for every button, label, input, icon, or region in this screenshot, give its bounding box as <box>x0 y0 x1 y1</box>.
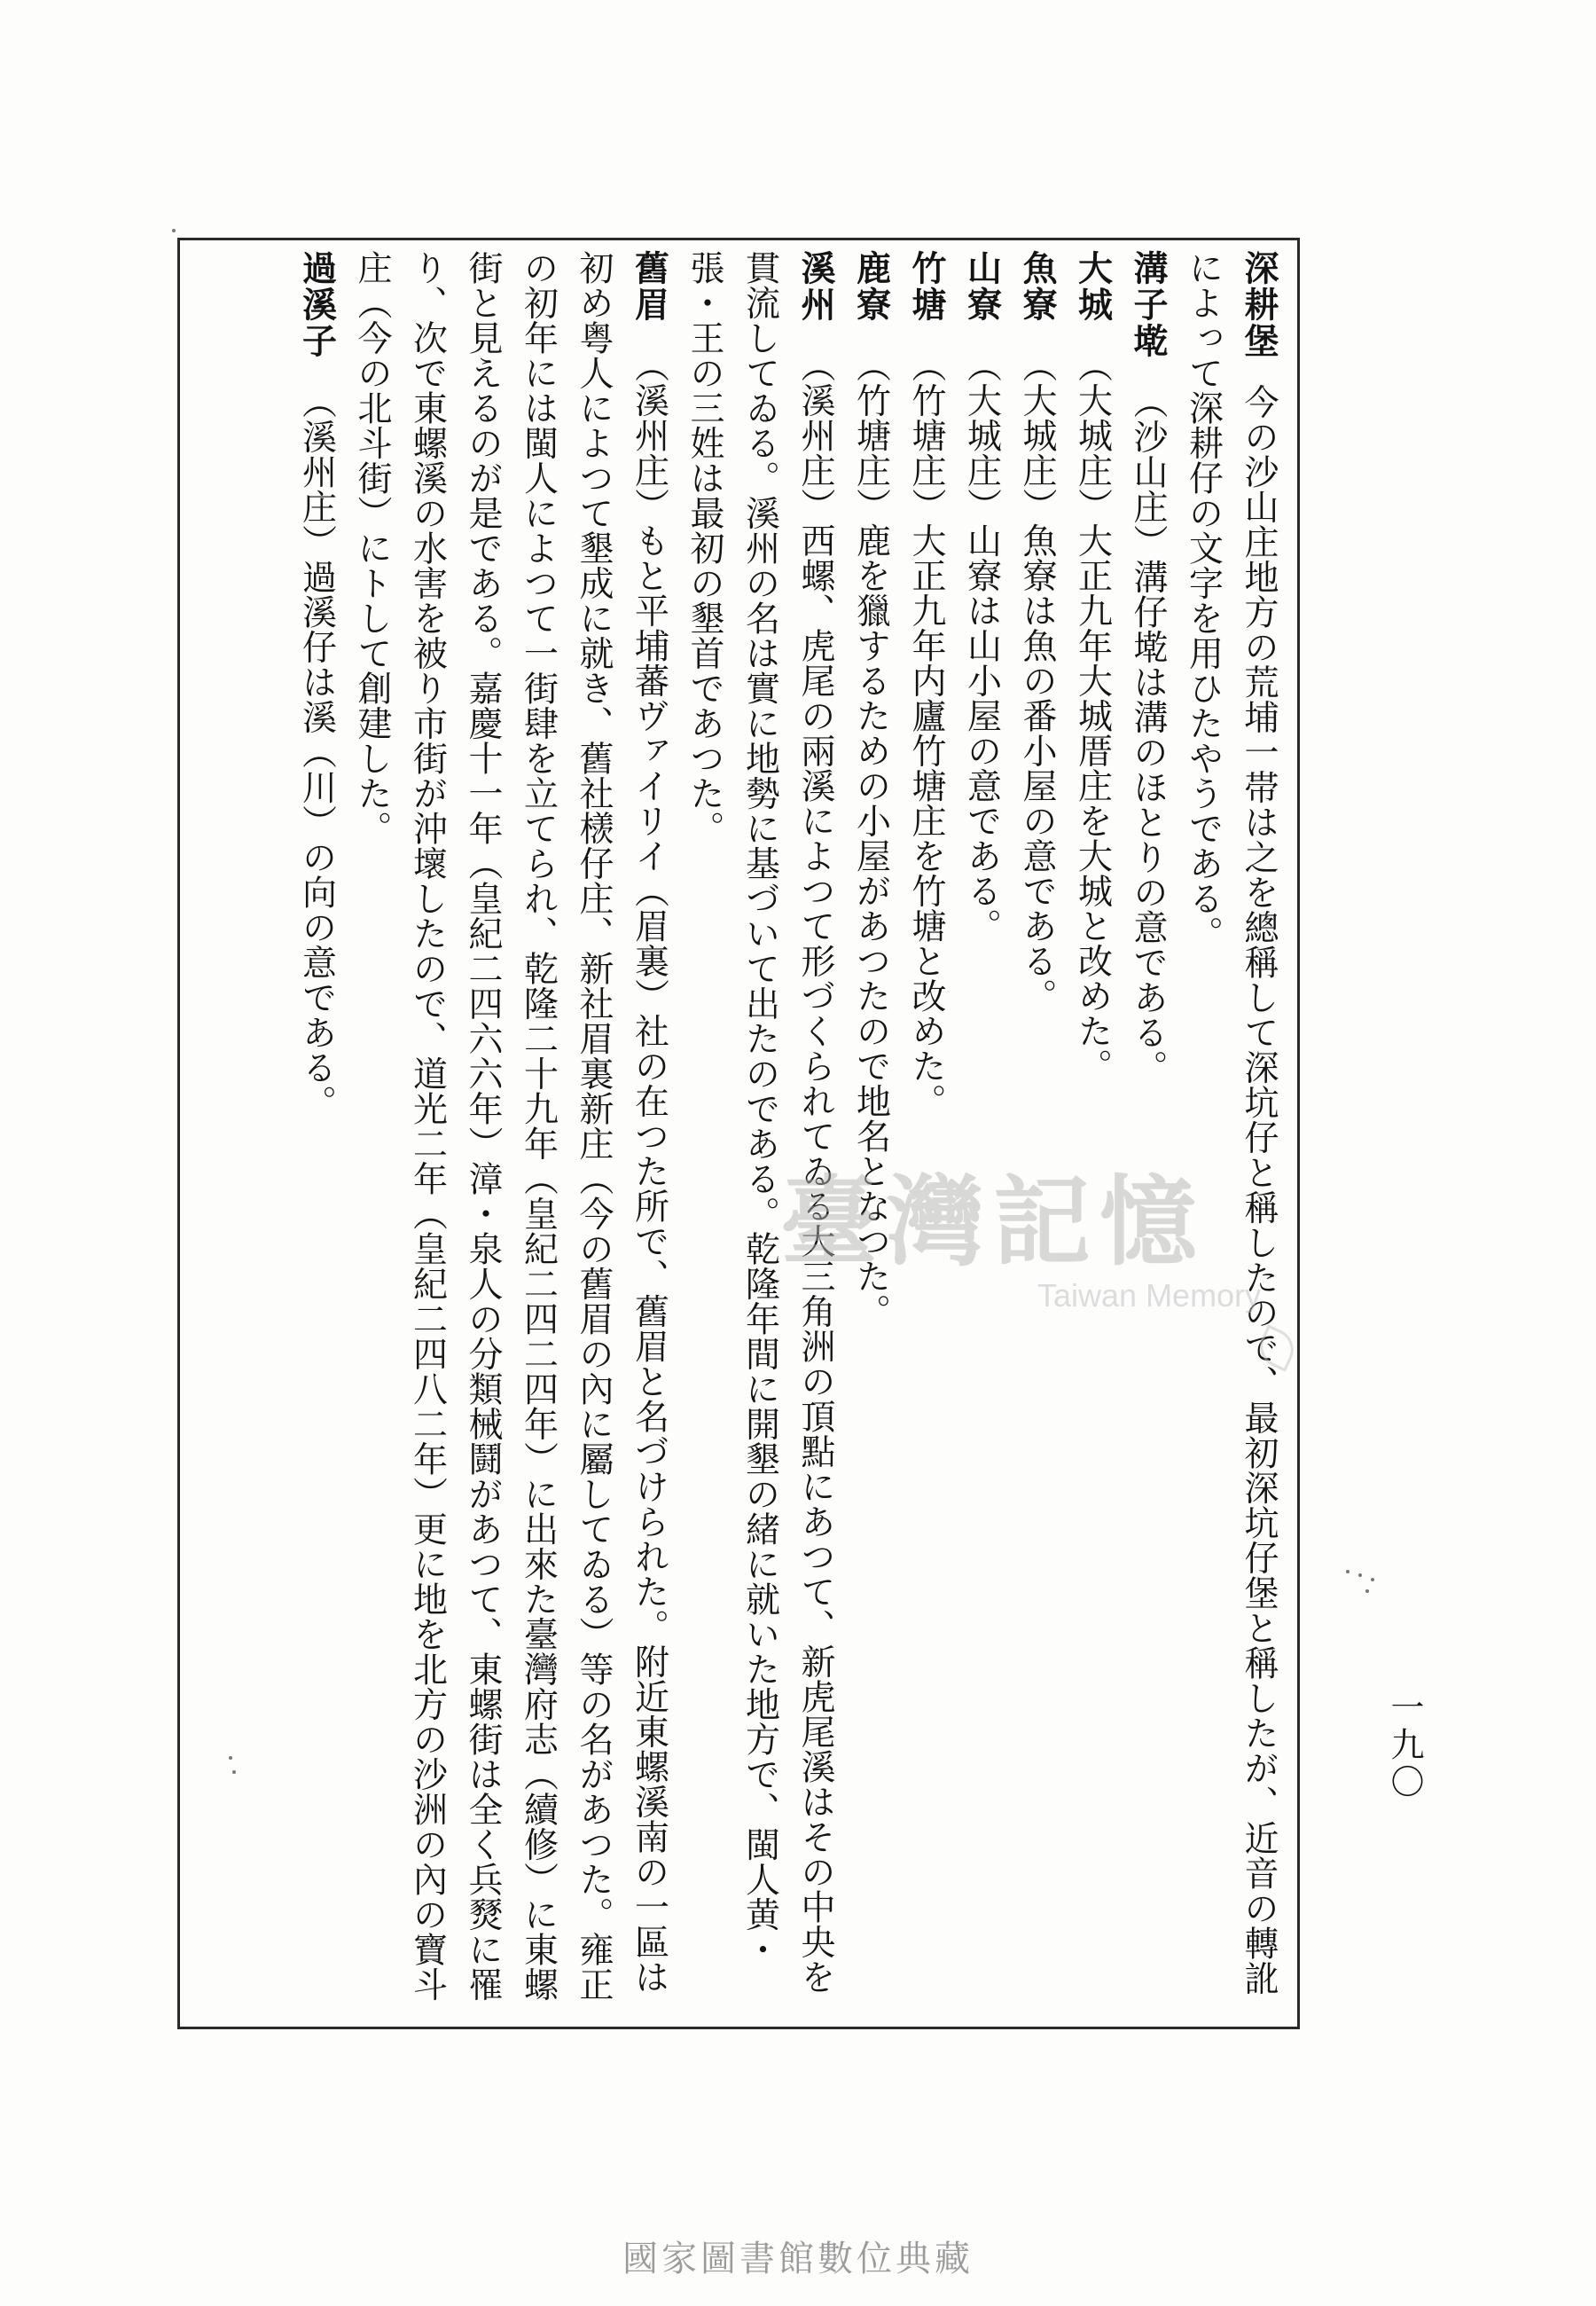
entry-title: 舊眉 <box>629 250 669 323</box>
entry-title: 大城 <box>1072 250 1113 323</box>
watermark-subtitle: Taiwan Memory <box>1037 1277 1262 1314</box>
entry-body: （溪州庄）西螺、虎尾の兩溪によつて形づくられてゐる大三角洲の頂點にあつて、新虎尾溪はその中央を貫流してゐる。溪州の名は實に地勢に基づいて出たのである。乾隆年間に開墾の緒に就いた地方で、閩人黄・張・王の三姓は最初の墾首であつた。 <box>685 250 835 1995</box>
entry-title: 溝子墘 <box>1128 250 1168 359</box>
entry-shanliao <box>953 250 1009 2015</box>
entry-title: 魚寮 <box>1017 250 1057 323</box>
entry-title: 山寮 <box>961 250 1002 323</box>
scan-speck <box>172 229 176 232</box>
entry-gouziqian <box>1120 250 1176 2015</box>
entry-guoxizi <box>288 250 344 2015</box>
entry-jiumei <box>344 250 677 2015</box>
scan-speck <box>1365 1589 1369 1593</box>
scan-speck <box>1358 1573 1362 1577</box>
entry-body: （大城庄）山寮は山小屋の意である。 <box>961 348 1002 944</box>
entry-body: （竹塘庄）大正九年内廬竹塘庄を竹塘と改めた。 <box>906 348 946 1118</box>
entry-yuliao <box>1009 250 1065 2015</box>
page-number: 一九〇 <box>1385 1690 1424 1801</box>
entry-title: 竹塘 <box>906 250 946 323</box>
entry-body: （溪州庄）もと平埔蕃ヴァイリイ（眉裏）社の在つた所で、舊眉と名づけられた。附近東螺溪南の一區は初め粤人によつて墾成に就き、舊社檨仔庄、新社眉裏新庄（今の舊眉の內に屬してゐる）等の名があつた。雍正の初年には閩人によつて一街肆を立てられ、乾隆二十九年（皇紀二四二四年）に出來た臺灣府志（續修）に東螺街と見えるのが是である。嘉慶十一年（皇紀二四六六年）漳・泉人の分類械鬪があつて、東螺街は全く兵燹に罹り、次で東螺溪の水害を被り市街が沖壞したので、道光二年（皇紀二四八二年）更に地を北方の沙洲の內の寶斗庄（今の北斗街）にトして創建した。 <box>352 250 669 2002</box>
entry-body: （竹塘庄）鹿を獵するための小屋があつたので地名となつた。 <box>850 348 891 1329</box>
entry-body: 今の沙山庄地方の荒埔一帯は之を總稱して深坑仔と稱したので、最初深坑仔堡と稱したが、近音の轉訛によって深耕仔の文字を用ひたやうである。 <box>1183 250 1279 1996</box>
entry-title: 鹿寮 <box>850 250 891 323</box>
scan-speck <box>1346 1570 1350 1573</box>
entry-title: 深耕堡 <box>1239 250 1279 359</box>
entry-shenkengbao <box>1175 250 1286 2015</box>
watermark-title: 臺灣記憶 <box>780 1165 1206 1279</box>
scan-speck <box>1371 1578 1374 1581</box>
entry-luliao <box>842 250 898 2015</box>
vertical-text-block <box>186 250 1286 2015</box>
entry-zhutang <box>898 250 954 2015</box>
watermark <box>780 1144 1277 1330</box>
scan-speck <box>229 1756 232 1760</box>
entry-body: （溪州庄）過溪仔は溪（川）の向の意である。 <box>296 384 337 1120</box>
entry-body: （大城庄）大正九年大城厝庄を大城と改めた。 <box>1072 348 1113 1084</box>
entry-body: （大城庄）魚寮は魚の番小屋の意である。 <box>1017 348 1057 1014</box>
entry-xizhou <box>677 250 843 2015</box>
entry-body: （沙山庄）溝仔墘は溝のほとりの意である。 <box>1128 384 1168 1085</box>
entry-title: 過溪子 <box>296 250 337 359</box>
entry-dacheng <box>1064 250 1120 2015</box>
entry-title: 溪州 <box>795 250 835 323</box>
scan-speck <box>232 1770 236 1774</box>
library-footer: 國家圖書館數位典藏 <box>622 2239 974 2279</box>
